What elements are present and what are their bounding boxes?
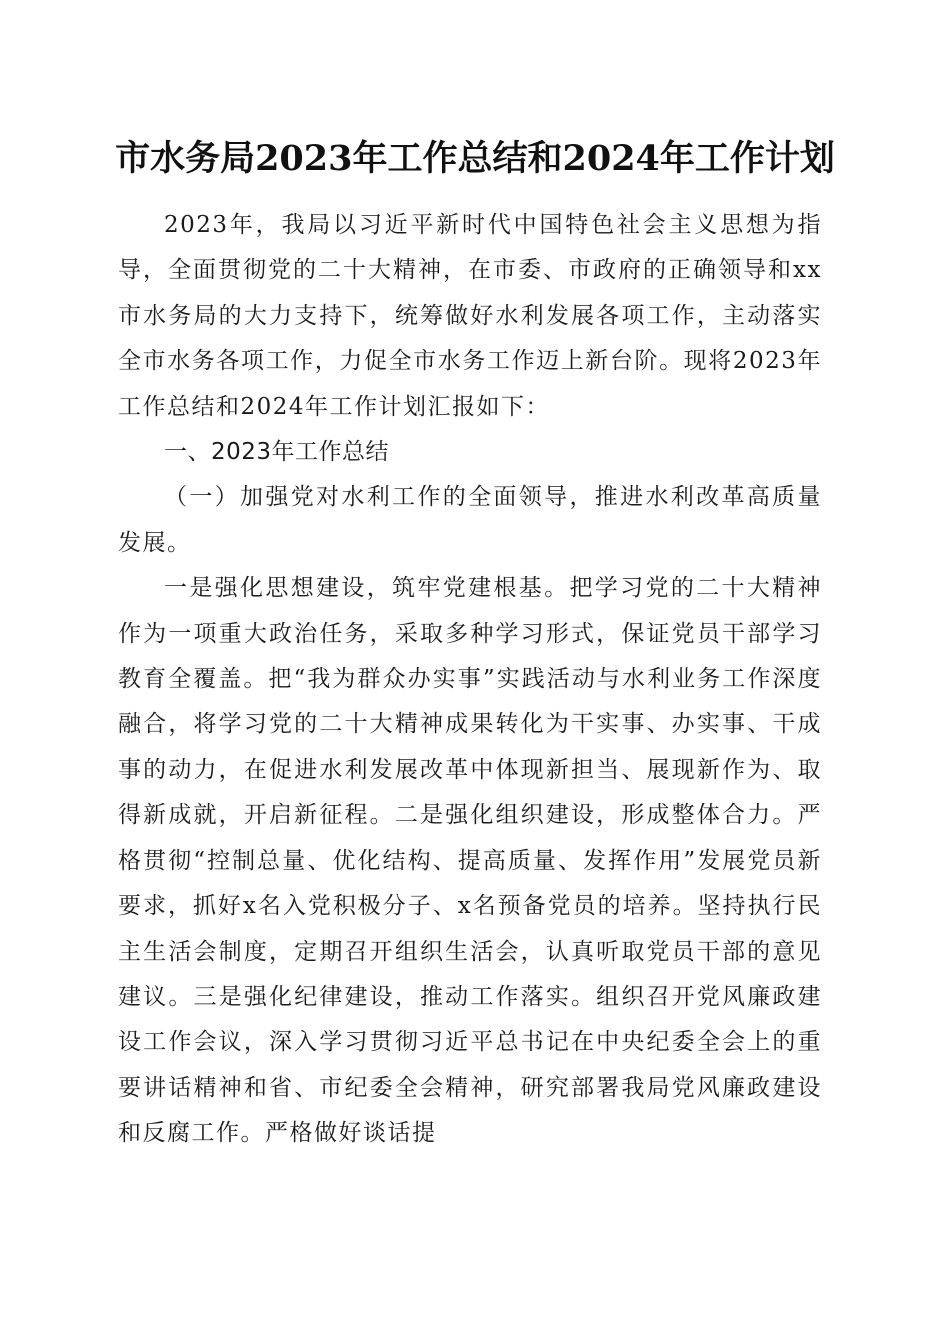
intro-paragraph: 2023年，我局以习近平新时代中国特色社会主义思想为指导，全面贯彻党的二十大精神，在市委、市政府的正确领导和xx市水务局的大力支持下，统筹做好水利发展各项工作，主动落实全市水务各项工作，力促全市水务工作迈上新台阶。现将2023年工作总结和2024年工作计划汇报如下： bbox=[118, 212, 822, 420]
body-paragraph bbox=[118, 566, 822, 1156]
subsection-heading: （一）加强党对水利工作的全面领导，推进水利改革高质量发展。 bbox=[118, 484, 822, 556]
paragraph-lead: 一是强化思想建设，筑牢党建根基。 bbox=[164, 575, 570, 602]
paragraph-text: 把学习党的二十大精神作为一项重大政治任务，采取多种学习形式，保证党员干部学习教育全覆盖。把“我为群众办实事”实践活动与水利业务工作深度融合，将学习党的二十大精神成果转化为干实事、办实事、干成事的动力，在促进水利发展改革中体现新担当、展现新作为、取得新成就，开启新征程。二是强化组织建设，形成整体合力。严格贯彻“控制总量、优化结构、提高质量、发挥作用”发展党员新要求，抓好x名入党积极分子、x名预备党员的培养。坚持执行民主生活会制度，定期召开组织生活会，认真听取党员干部的意见建议。三是强化纪律建设，推动工作落实。组织召开党风廉政建设工作会议，深入学习贯彻习近平总书记在中央纪委全会上的重要讲话精神和省、市纪委全会精神，研究部署我局党风廉政建设和反腐工作。严格做好谈话提 bbox=[118, 575, 823, 1147]
document-title: 市水务局2023年工作总结和2024年工作计划 bbox=[115, 138, 835, 179]
section-heading: 一、2023年工作总结 bbox=[164, 439, 390, 466]
document-body bbox=[118, 203, 822, 1157]
